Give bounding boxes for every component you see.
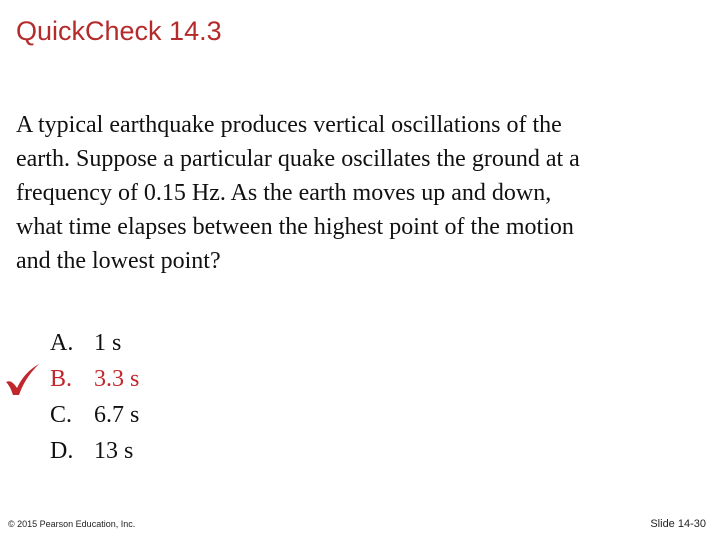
question-line: A typical earthquake produces vertical oscillations of the — [16, 112, 562, 138]
option-letter: B. — [50, 366, 73, 392]
option-text: 3.3 s — [94, 366, 140, 392]
copyright-notice: © 2015 Pearson Education, Inc. — [8, 519, 136, 529]
question-line: earth. Suppose a particular quake oscillates the ground at a — [16, 146, 580, 172]
question-text — [16, 108, 706, 278]
question-line: and the lowest point? — [16, 248, 221, 274]
option-text: 13 s — [94, 438, 134, 464]
option-text: 1 s — [94, 330, 122, 356]
option-text: 6.7 s — [94, 402, 140, 428]
question-line: what time elapses between the highest point of the motion — [16, 214, 574, 240]
option-letter: D. — [50, 438, 74, 464]
slide-number: Slide 14-30 — [650, 518, 706, 530]
option-letter: C. — [50, 402, 73, 428]
option-letter: A. — [50, 330, 74, 356]
question-line: frequency of 0.15 Hz. As the earth moves up and down, — [16, 180, 552, 206]
checkmark-icon — [4, 362, 40, 396]
slide-title: QuickCheck 14.3 — [16, 16, 222, 46]
